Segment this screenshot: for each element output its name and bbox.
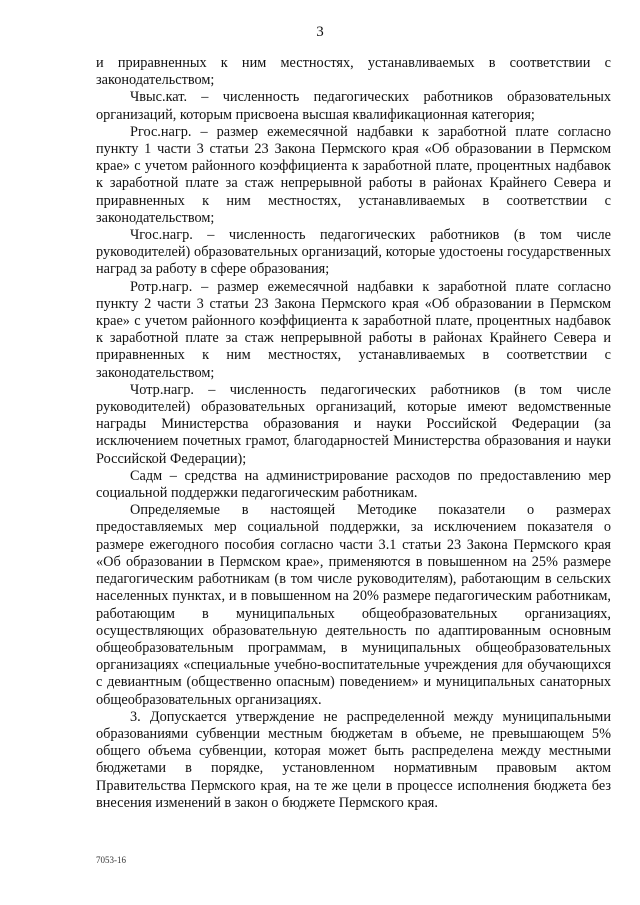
paragraph: Чотр.нагр. – численность педагогических работников (в том числе руководителей) образовательных организаций, которые имеют ведомственные награды Министерства образования и науки Российской Федерации (за исключением почетных грамот, благодарностей Министерства образования и науки Российской Федерации); — [96, 381, 611, 467]
paragraph: Чгос.нагр. – численность педагогических работников (в том числе руководителей) образовательных организаций, которые удостоены государственных наград за работу в сфере образования; — [96, 227, 611, 278]
paragraph: Чвыс.кат. – численность педагогических работников образовательных организаций, которым присвоена высшая квалификационная категория; — [96, 89, 611, 123]
paragraph: Ргос.нагр. – размер ежемесячной надбавки к заработной плате согласно пункту 1 части 3 статьи 23 Закона Пермского края «Об образовании в Пермском крае» с учетом районного коэффициента к заработной плате, процентных надбавок к заработной плате за стаж непрерывной работы в районах Крайнего Севера и приравненных к ним местностях, устанавливаемых в соответствии с законодательством; — [96, 123, 611, 226]
document-body — [96, 55, 611, 812]
paragraph: Ротр.нагр. – размер ежемесячной надбавки к заработной плате согласно пункту 2 части 3 статьи 23 Закона Пермского края «Об образовании в Пермском крае» с учетом районного коэффициента к заработной плате, процентных надбавок к заработной плате за стаж непрерывной работы в районах Крайнего Севера и приравненных к ним местностях, устанавливаемых в соответствии с законодательством; — [96, 278, 611, 381]
paragraph: 3. Допускается утверждение не распределенной между муниципальными образованиями субвенции местным бюджетам в объеме, не превышающем 5% общего объема субвенции, которая может быть распределена между местными бюджетами в порядке, установленном нормативным правовым актом Правительства Пермского края, на те же цели в процессе исполнения бюджета без внесения изменений в закон о бюджете Пермского края. — [96, 708, 611, 811]
page-number: 3 — [316, 24, 324, 40]
document-code: 7053-16 — [96, 855, 126, 865]
paragraph: Садм – средства на администрирование расходов по предоставлению мер социальной поддержки педагогическим работникам. — [96, 467, 611, 502]
paragraph: Определяемые в настоящей Методике показатели о размерах предоставляемых мер социальной поддержки, за исключением показателя о размере ежегодного пособия согласно части 3.1 статьи 23 Закона Пермского края «Об образовании в Пермском крае», применяются в повышенном на 25% размере педагогическим работникам (в том числе руководителям), работающим в сельских населенных пунктах, и в повышенном на 20% размере педагогическим работникам, работающим в муниципальных общеобразовательных организациях, осуществляющих образовательную деятельность по адаптированным основным общеобразовательным программам, в муниципальных общеобразовательных организациях «специальные учебно-воспитательные учреждения для обучающихся с девиантным (общественно опасным) поведением» и муниципальных санаторных общеобразовательных организациях. — [96, 502, 611, 708]
paragraph: и приравненных к ним местностях, устанавливаемых в соответствии с законодательством; — [96, 55, 611, 89]
